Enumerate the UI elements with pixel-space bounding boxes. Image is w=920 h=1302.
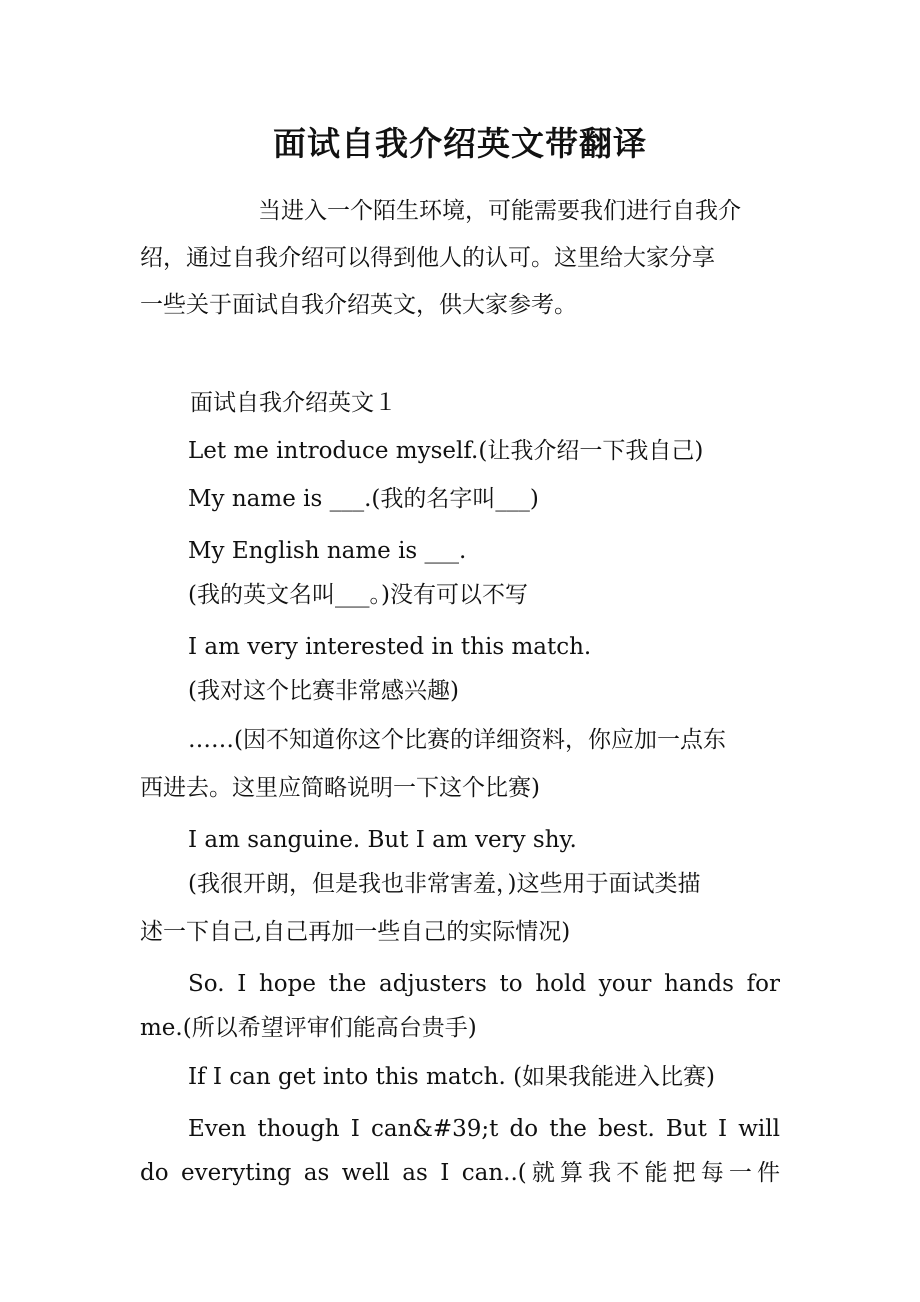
body-line-4: (我的英文名叫___。)没有可以不写 — [188, 582, 528, 608]
body-line-9: I am sanguine. But I am very shy. — [188, 827, 577, 853]
body-line-6: (我对这个比赛非常感兴趣) — [188, 678, 459, 704]
section-heading: 面试自我介绍英文１ — [190, 390, 397, 416]
body-line-16: do everyting as well as I can..(就算我不能把每一件 — [140, 1160, 780, 1186]
body-line-15: Even though I can&#39;t do the best. But I will — [188, 1116, 780, 1142]
body-line-14: If I can get into this match. (如果我能进入比赛) — [188, 1064, 716, 1090]
body-line-11: 述一下自己,自己再加一些自己的实际情况) — [140, 919, 571, 945]
body-line-12: So. I hope the adjusters to hold your hands for — [188, 971, 780, 997]
body-line-10: (我很开朗，但是我也非常害羞，)这些用于面试类描 — [188, 871, 701, 897]
body-line-7: ……(因不知道你这个比赛的详细资料，你应加一点东 — [188, 727, 726, 753]
body-line-3: My English name is ___. — [188, 538, 467, 564]
intro-line-1: 当进入一个陌生环境，可能需要我们进行自我介 — [258, 198, 741, 224]
intro-line-3: 一些关于面试自我介绍英文，供大家参考。 — [140, 292, 577, 318]
body-line-1: Let me introduce myself.(让我介绍一下我自己) — [188, 438, 704, 464]
body-line-5: I am very interested in this match. — [188, 634, 592, 660]
body-line-13: me.(所以希望评审们能高台贵手) — [140, 1015, 477, 1041]
document-title: 面试自我介绍英文带翻译 — [273, 124, 647, 163]
intro-line-2: 绍，通过自我介绍可以得到他人的认可。这里给大家分享 — [140, 245, 715, 271]
body-line-8: 西进去。这里应简略说明一下这个比赛) — [140, 775, 540, 801]
body-line-2: My name is ___.(我的名字叫___) — [188, 486, 539, 512]
